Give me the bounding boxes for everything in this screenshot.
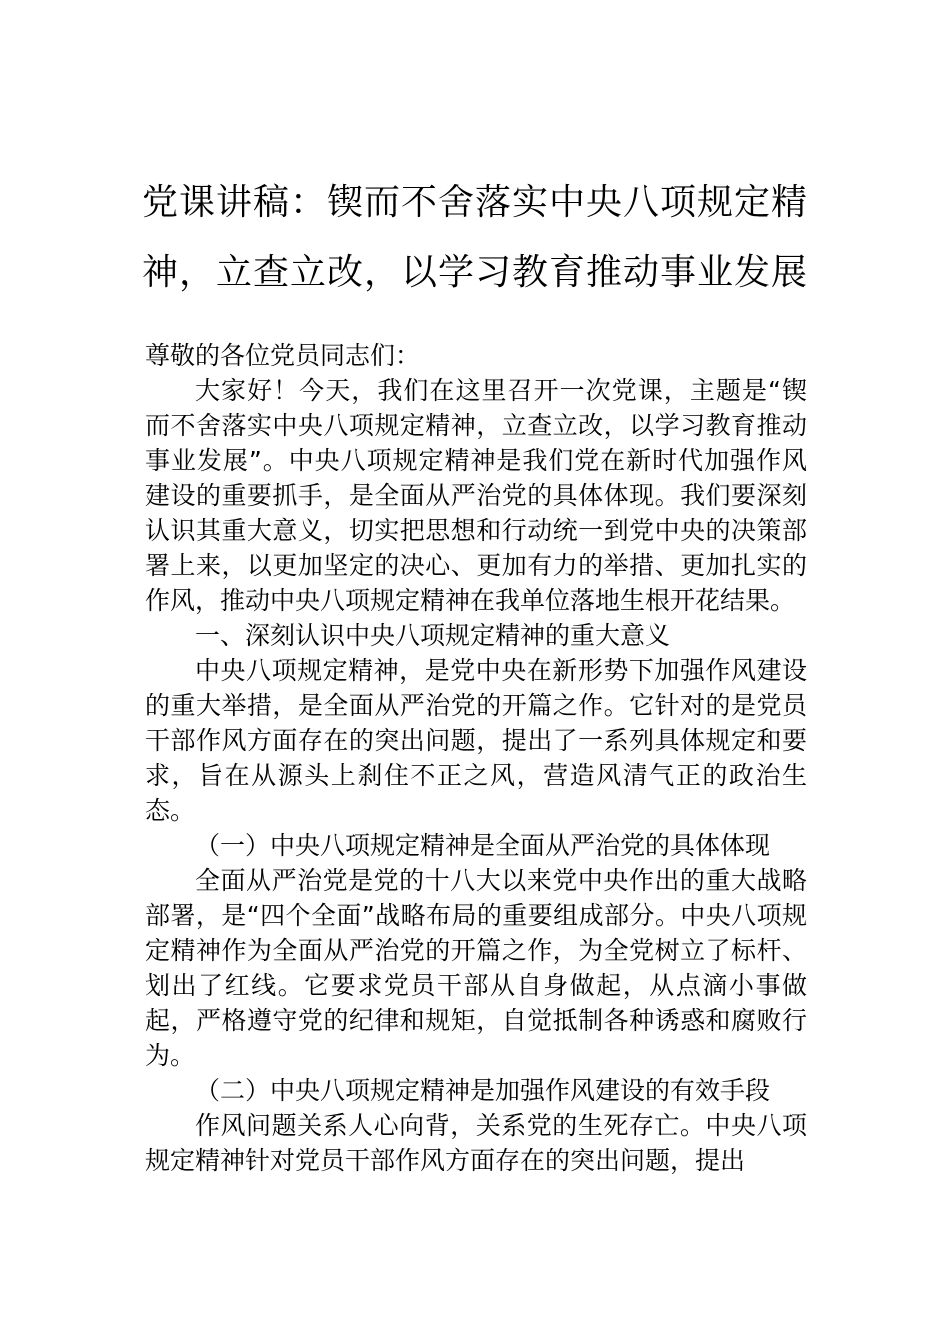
subsection-1-paragraph: 全面从严治党是党的十八大以来党中央作出的重大战略部署，是“四个全面”战略布局的重要组成部分。中央八项规定精神作为全面从严治党的开篇之作，为全党树立了标杆、划出了红线。它要求党员干部从自身做起，从点滴小事做起，严格遵守党的纪律和规矩，自觉抵制各种诱惑和腐败行为。 — [145, 866, 807, 1070]
title-line-1: 党课讲稿：锲而不舍落实中央八项规定精 — [141, 182, 808, 223]
subsection-heading-2: （二）中央八项规定精神是加强作风建设的有效手段 — [195, 1076, 771, 1105]
intro-paragraph: 大家好！今天，我们在这里召开一次党课，主题是“锲而不舍落实中央八项规定精神，立查立改，以学习教育推动事业发展”。中央八项规定精神是我们党在新时代加强作风建设的重要抓手，是全面从严治党的具体体现。我们要深刻认识其重大意义，切实把思想和行动统一到党中央的决策部署上来，以更加坚定的决心、更加有力的举措、更加扎实的作风，推动中央八项规定精神在我单位落地生根开花结果。 — [145, 376, 807, 615]
section-heading-1: 一、深刻认识中央八项规定精神的重大意义 — [195, 621, 671, 650]
subsection-heading-1: （一）中央八项规定精神是全面从严治党的具体体现 — [195, 831, 771, 860]
document-title — [140, 168, 810, 308]
document-body — [145, 338, 807, 1178]
title-line-2: 神，立查立改，以学习教育推动事业发展 — [141, 252, 808, 293]
salutation: 尊敬的各位党员同志们： — [145, 341, 421, 370]
subsection-2-paragraph: 作风问题关系人心向背，关系党的生死存亡。中央八项规定精神针对党员干部作风方面存在的突出问题，提出 — [145, 1111, 807, 1175]
section-1-paragraph: 中央八项规定精神，是党中央在新形势下加强作风建设的重大举措，是全面从严治党的开篇之作。它针对的是党员干部作风方面存在的突出问题，提出了一系列具体规定和要求，旨在从源头上刹住不正之风，营造风清气正的政治生态。 — [145, 656, 807, 825]
